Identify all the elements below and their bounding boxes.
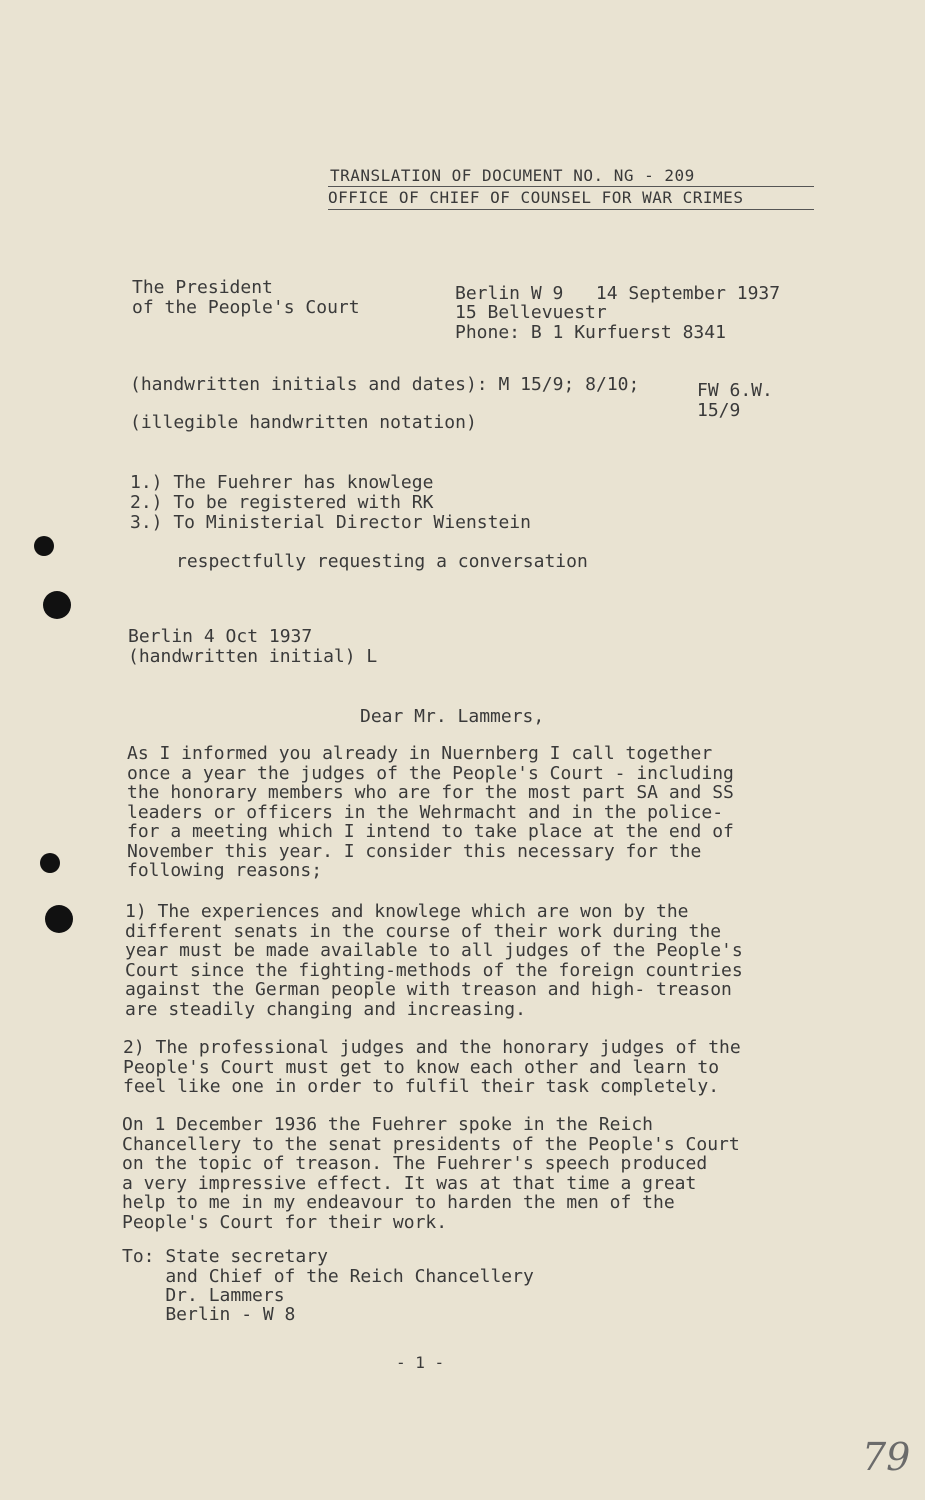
notation-right-1: FW 6.W. [697,380,773,401]
header-rule-bottom [328,209,814,210]
paragraph-1: As I informed you already in Nuernberg I call together once a year the judges of the People's Court - including the honorary members who are for the most part SA and SS leaders or officers in the Wehrmacht and in the police- for a meeting which I intend to take place at the end of November this year. I consider this necessary for the following reasons; [127,743,734,881]
punch-hole-3 [40,853,60,873]
notation-line-1: (handwritten initials and dates): M 15/9; 8/10; [130,374,640,395]
address-line-1: Berlin W 9 14 September 1937 [455,283,781,304]
punch-hole-2 [43,591,71,619]
translation-header: TRANSLATION OF DOCUMENT NO. NG - 209 [330,166,695,185]
list-item-3: 3.) To Ministerial Director Wienstein [130,512,531,533]
office-header: OFFICE OF CHIEF OF COUNSEL FOR WAR CRIMES [328,188,744,207]
address-line-2: 15 Bellevuestr [455,302,607,323]
recipient-line-1: To: State secretary [122,1246,328,1267]
punch-hole-1 [34,536,54,556]
header-rule-top [328,186,814,187]
page-number: - 1 - [396,1353,445,1372]
list-item-2: 2.) To be registered with RK [130,492,434,513]
address-line-3: Phone: B 1 Kurfuerst 8341 [455,322,726,343]
recipient-line-2: and Chief of the Reich Chancellery [122,1266,534,1287]
recipient-line-3: Dr. Lammers [122,1285,285,1306]
notation-right-2: 15/9 [697,400,741,421]
date-line: Berlin 4 Oct 1937 [128,626,313,647]
list-item-1: 1.) The Fuehrer has knowlege [130,472,434,493]
salutation: Dear Mr. Lammers, [360,706,545,727]
recipient-line-4: Berlin - W 8 [122,1304,296,1325]
sender-line-2: of the People's Court [132,297,360,318]
folio-number: 79 [862,1435,911,1479]
paragraph-2: 1) The experiences and knowlege which are won by the different senats in the course of their work during the year must be made available to all judges of the People's Court since the fighting-methods of the foreign countries against the German people with treason and high- treason are steadily changing and increasing. [125,901,743,1020]
notation-line-2: (illegible handwritten notation) [130,412,477,433]
initial-line: (handwritten initial) L [128,646,378,667]
paragraph-4: On 1 December 1936 the Fuehrer spoke in the Reich Chancellery to the senat presidents of the People's Court on the topic of treason. The Fuehrer's speech produced a very impressive effect. It was at that time a great help to me in my endeavour to harden the men of the People's Court for their work. [122,1114,740,1233]
sender-line-1: The President [132,277,273,298]
paragraph-3: 2) The professional judges and the honorary judges of the People's Court must get to know each other and learn to feel like one in order to fulfil their task completely. [123,1037,741,1097]
request-line: respectfully requesting a conversation [176,551,588,572]
punch-hole-4 [45,905,73,933]
